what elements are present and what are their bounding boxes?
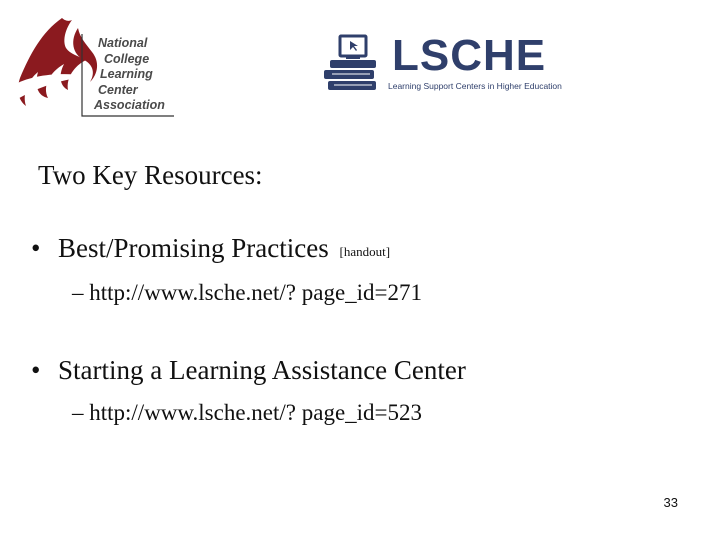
bullet-item xyxy=(31,233,390,264)
nclca-line: Center xyxy=(98,82,138,97)
lsche-wordmark: LSCHE xyxy=(392,31,547,80)
nclca-line: Association xyxy=(94,98,165,112)
lsche-logo xyxy=(322,31,582,96)
nclca-line: Learning xyxy=(100,67,153,81)
dash-marker: – xyxy=(72,280,84,305)
nclca-line: College xyxy=(104,51,150,66)
nclca-logo xyxy=(12,14,178,118)
books-computer-icon xyxy=(322,34,382,94)
lsche-tagline: Learning Support Centers in Higher Education xyxy=(388,81,562,91)
dash-marker: – xyxy=(72,400,84,425)
handout-note: [handout] xyxy=(339,244,391,259)
bullet-marker: • xyxy=(31,355,41,385)
resource-link[interactable]: http://www.lsche.net/? page_id=523 xyxy=(89,400,423,425)
page-number: 33 xyxy=(663,495,678,510)
resource-link[interactable]: http://www.lsche.net/? page_id=271 xyxy=(89,280,423,305)
bullet-title: Best/Promising Practices xyxy=(58,233,329,263)
sub-item xyxy=(72,280,422,306)
bullet-marker: • xyxy=(31,233,41,263)
bullet-item xyxy=(31,355,466,386)
slide-heading: Two Key Resources: xyxy=(38,160,263,190)
bullet-title: Starting a Learning Assistance Center xyxy=(58,355,466,385)
sub-item xyxy=(72,400,422,426)
nclca-line: National xyxy=(98,36,148,50)
